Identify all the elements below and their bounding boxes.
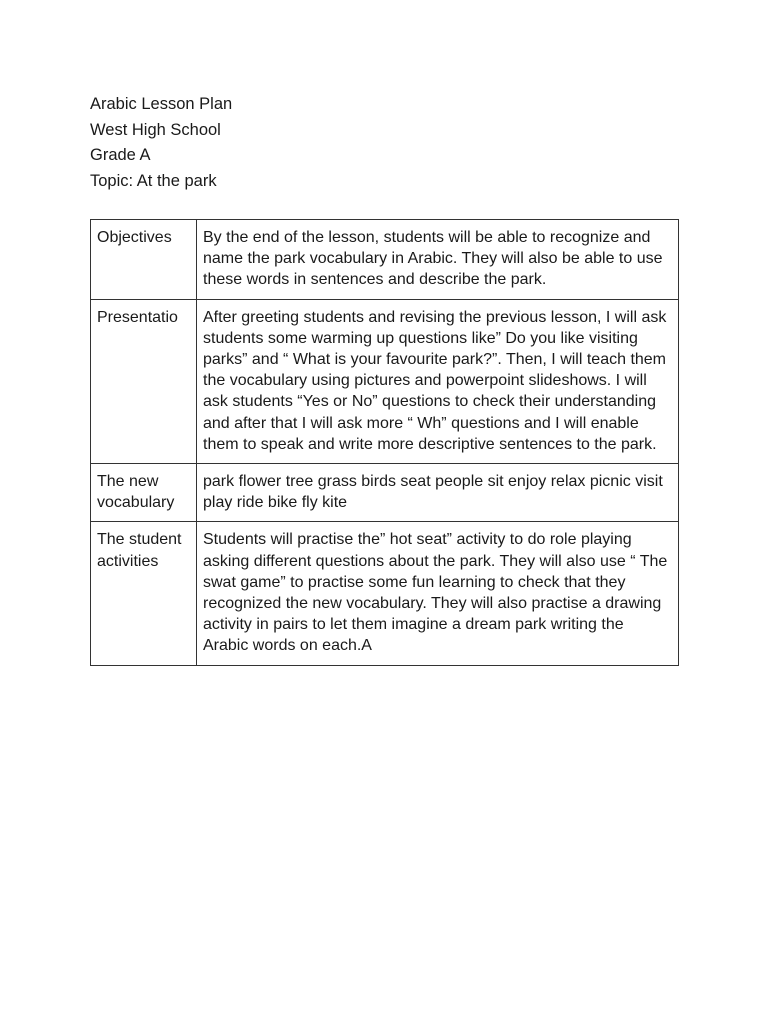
table-row-presentation bbox=[91, 299, 679, 463]
row-label-activities: The student activities bbox=[91, 522, 197, 665]
grade-level: Grade A bbox=[90, 146, 151, 164]
school-name: West High School bbox=[90, 120, 221, 139]
lesson-plan-table bbox=[90, 219, 679, 666]
row-content-presentation: After greeting students and revising the previous lesson, I will ask students some warming up questions like” Do you like visiting parks” and “ What is your favourite park?”. Then, I will teach them the vocabulary using pictures and powerpoint slideshows. I will ask students “Yes or No” questions to check their understanding and after that I will ask more “ Wh” questions and I will enable them to speak and write more descriptive sentences to the park. bbox=[197, 299, 679, 463]
lesson-header bbox=[90, 92, 232, 194]
row-label-vocabulary: The new vocabulary bbox=[91, 464, 197, 522]
lesson-title: Arabic Lesson Plan bbox=[90, 95, 233, 113]
table-row-activities bbox=[91, 522, 679, 665]
row-label-objectives: Objectives bbox=[91, 220, 197, 300]
table-row-objectives bbox=[91, 220, 679, 300]
row-content-activities: Students will practise the” hot seat” activity to do role playing asking different questions about the park. They will also use “ The swat game” to practise some fun learning to check that they recognized the new vocabulary. They will also practise a drawing activity in pairs to let them imagine a dream park writing the Arabic words on each.A bbox=[197, 522, 679, 665]
row-content-vocabulary: park flower tree grass birds seat people sit enjoy relax picnic visit play ride bike fly kite bbox=[197, 464, 679, 522]
row-content-objectives: By the end of the lesson, students will be able to recognize and name the park vocabulary in Arabic. They will also be able to use these words in sentences and describe the park. bbox=[197, 220, 679, 300]
lesson-topic: Topic: At the park bbox=[90, 171, 217, 190]
row-label-presentation: Presentatio bbox=[97, 308, 178, 326]
table-row-vocabulary bbox=[91, 464, 679, 522]
